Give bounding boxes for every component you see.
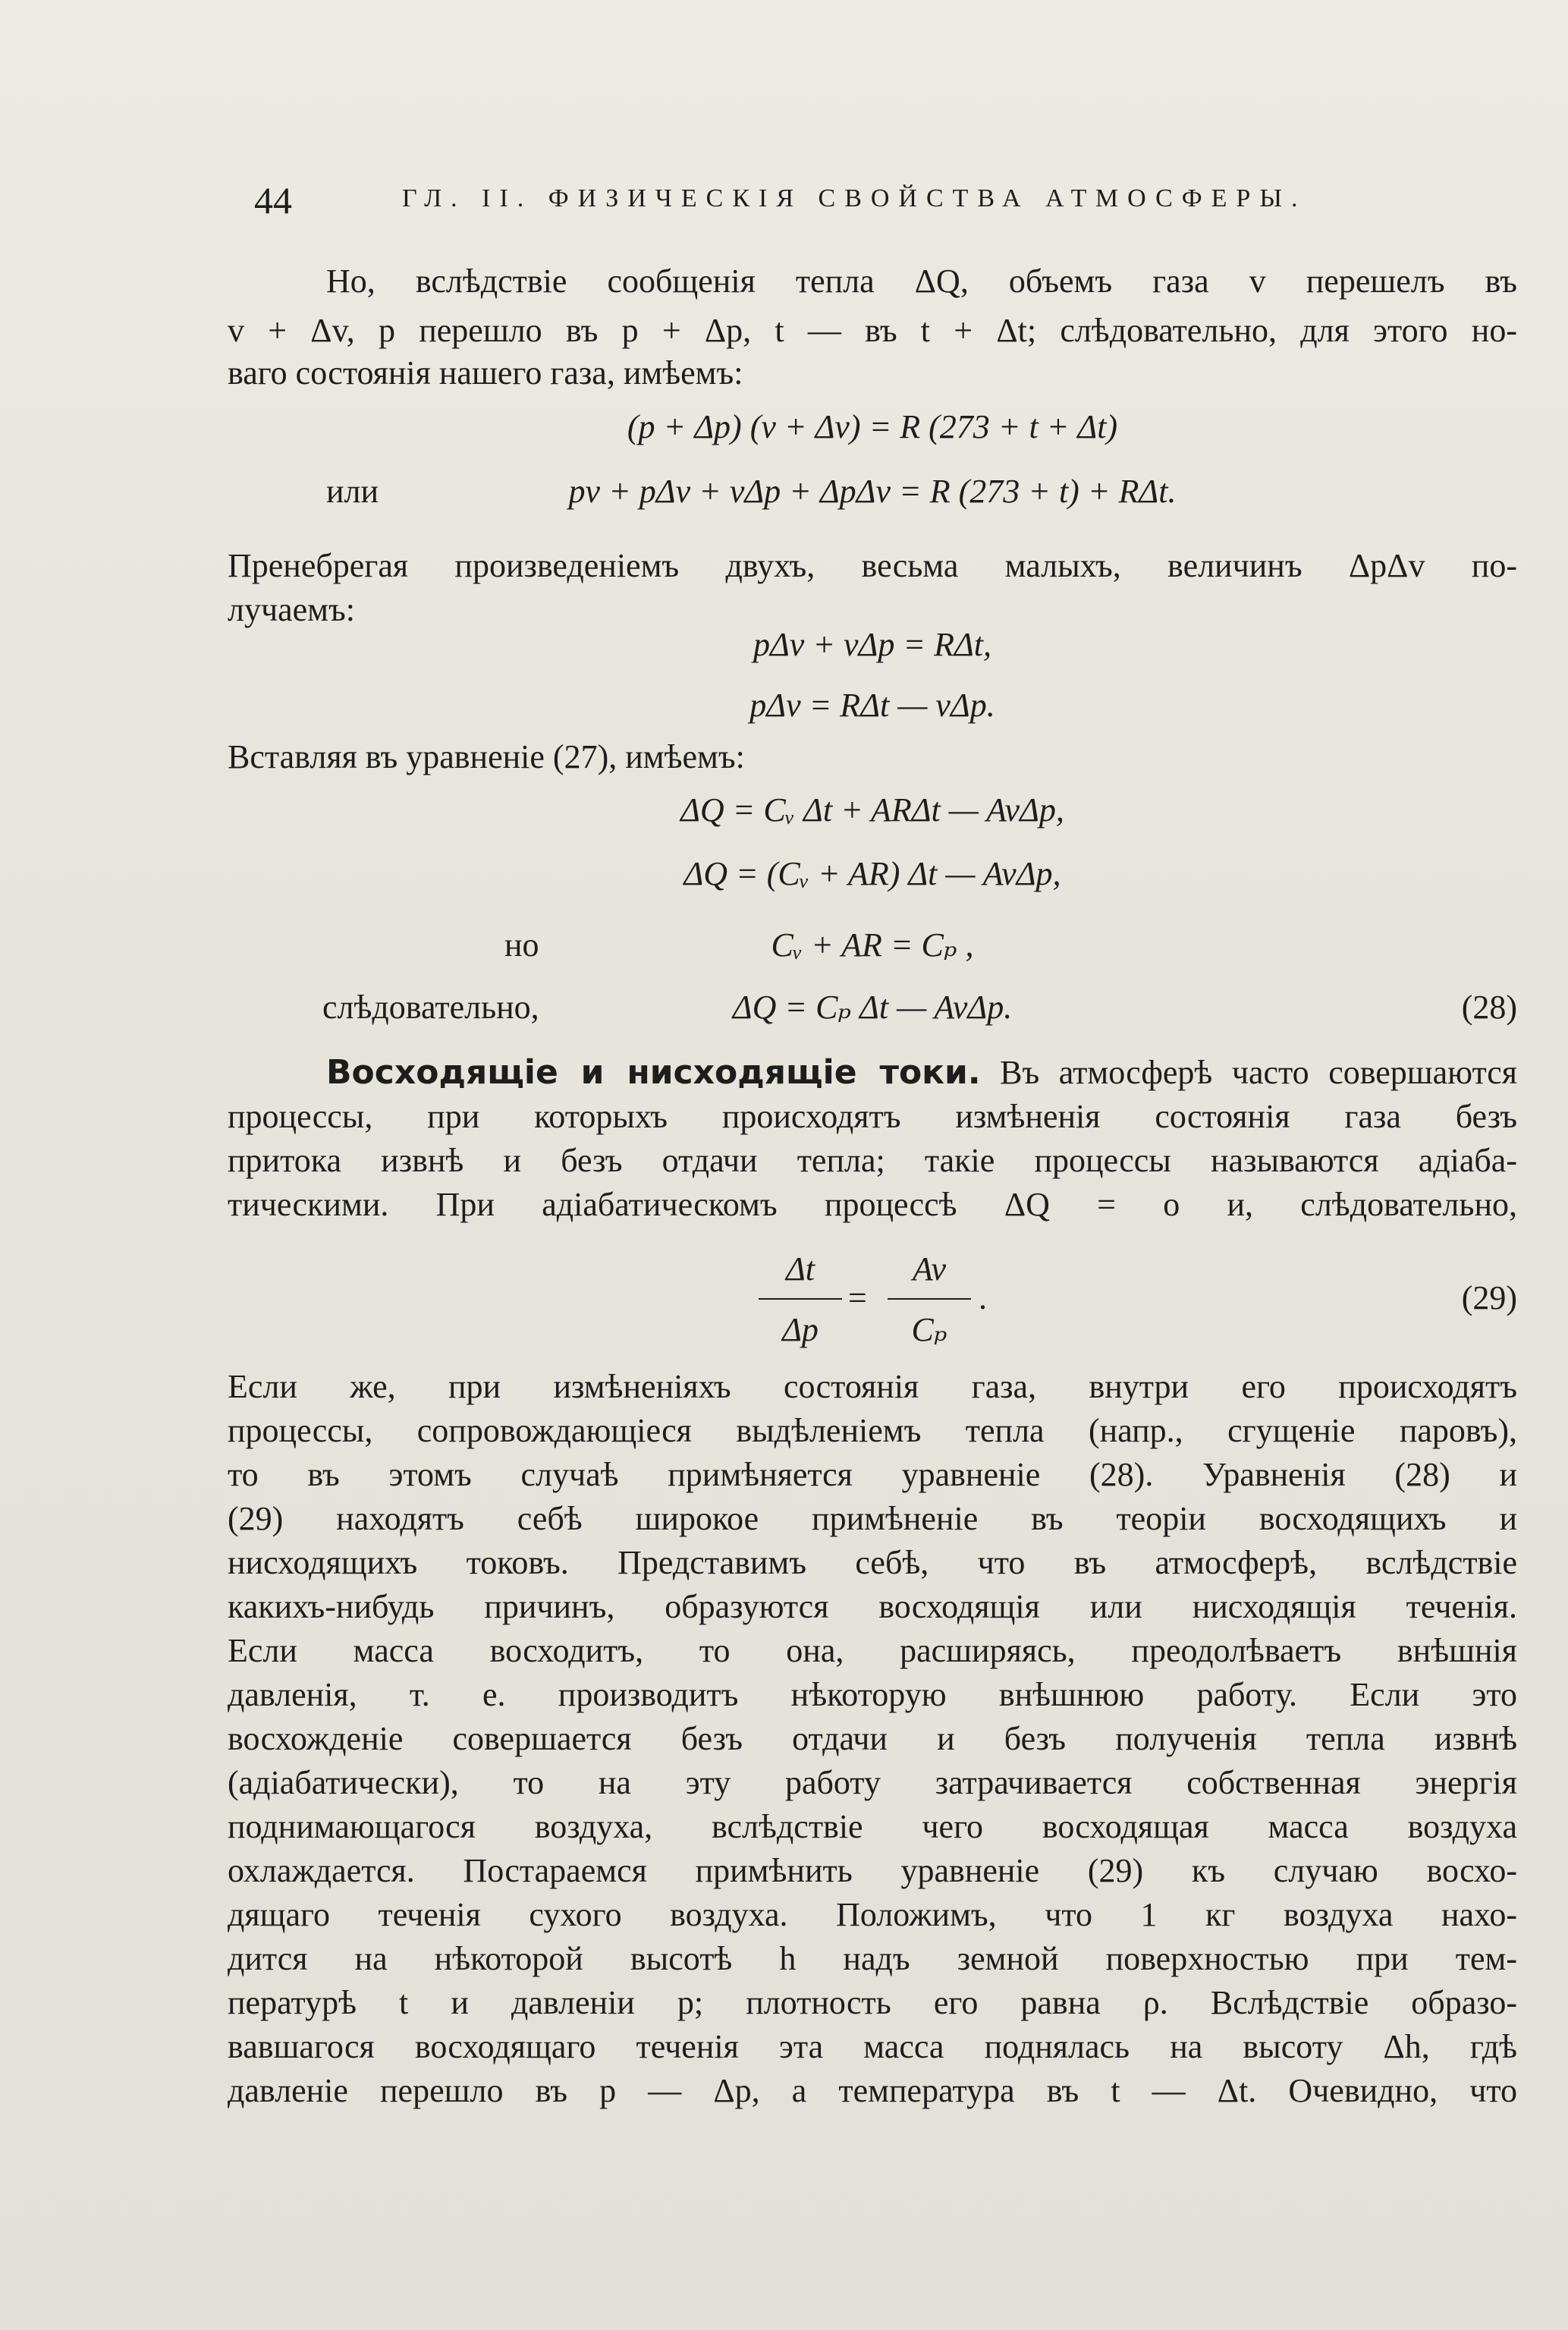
equation: (p + Δp) (v + Δv) = R (273 + t + Δt)	[627, 408, 1118, 445]
equation: ΔQ = Cᵥ Δt + ARΔt — AvΔp,	[680, 791, 1064, 829]
equation-number: (28)	[1461, 989, 1517, 1026]
equation: ΔQ = Cₚ Δt — AvΔp.	[732, 989, 1013, 1026]
section-title: Восходящіе и нисходящіе токи.	[326, 1053, 981, 1092]
text-line: Если масса восходитъ, то она, расширяясь, преодолѣваетъ внѣшнія	[228, 1632, 1517, 1669]
fraction-denominator: Δp	[782, 1311, 819, 1348]
text-line: поднимающагося воздуха, вслѣдствіе чего восходящая масса воздуха	[228, 1808, 1517, 1845]
text-line: процессы, сопровождающіеся выдѣленіемъ тепла (напр., сгущеніе паровъ),	[228, 1412, 1517, 1449]
text-line: (29) находятъ себѣ широкое примѣненіе въ теоріи восходящихъ и	[228, 1500, 1517, 1537]
text-line: охлаждается. Постараемся примѣнить уравненіе (29) къ случаю восхо-	[228, 1852, 1517, 1889]
text-line: притока извнѣ и безъ отдачи тепла; такіе процессы называются адіаба-	[228, 1142, 1517, 1179]
text-line: нисходящихъ токовъ. Представимъ себѣ, что въ атмосферѣ, вслѣдствіе	[228, 1544, 1517, 1581]
fraction-numerator: Δt	[785, 1250, 815, 1288]
equation-prefix: но	[504, 926, 539, 964]
text-line: Если же, при измѣненіяхъ состоянія газа, внутри его происходятъ	[228, 1368, 1517, 1405]
text-line: давленія, т. е. производитъ нѣкоторую внѣшнюю работу. Если это	[228, 1676, 1517, 1713]
text-line: дящаго теченія сухого воздуха. Положимъ, что 1 кг воздуха нахо-	[228, 1896, 1517, 1933]
equation: Cᵥ + AR = Cₚ ,	[771, 926, 974, 964]
page-header	[254, 178, 1544, 231]
equation: ΔQ = (Cᵥ + AR) Δt — AvΔp,	[683, 855, 1061, 892]
text-line	[228, 1052, 1517, 1094]
text-line: ваго состоянія нашего газа, имѣемъ:	[228, 354, 743, 391]
text-line: дится на нѣкоторой высотѣ h надъ земной поверхностью при тем-	[228, 1940, 1517, 1977]
text-line: процессы, при которыхъ происходятъ измѣненія состоянія газа безъ	[228, 1098, 1517, 1135]
equation: pΔv = RΔt — vΔp.	[749, 687, 995, 724]
text-line: лучаемъ:	[228, 591, 355, 628]
equation: pΔv + vΔp = RΔt,	[753, 626, 991, 663]
text-line: восхожденіе совершается безъ отдачи и безъ полученія тепла извнѣ	[228, 1720, 1517, 1757]
fraction-numerator: Av	[913, 1250, 946, 1288]
fraction-denominator: Cₚ	[911, 1311, 947, 1348]
fraction-bar	[888, 1298, 971, 1300]
equals-sign: =	[848, 1279, 867, 1316]
text-line: Пренебрегая произведеніемъ двухъ, весьма малыхъ, величинъ ΔpΔv по-	[228, 547, 1517, 584]
text-line: Вставляя въ уравненіе (27), имѣемъ:	[228, 738, 745, 775]
text-line: Но, вслѣдствіе сообщенія тепла ΔQ, объемъ газа v перешелъ въ	[326, 263, 1517, 300]
page-number: 44	[254, 179, 292, 222]
text-line: какихъ-нибудь причинъ, образуются восходящія или нисходящія теченія.	[228, 1588, 1517, 1625]
fraction-equation	[759, 1248, 986, 1385]
equation: pv + pΔv + vΔp + ΔpΔv = R (273 + t) + RΔt.	[568, 473, 1177, 510]
period: .	[979, 1279, 987, 1316]
equation-number: (29)	[1461, 1279, 1517, 1316]
text-line: вавшагося восходящаго теченія эта масса поднялась на высоту Δh, гдѣ	[228, 2028, 1517, 2065]
text-line: v + Δv, p перешло въ p + Δp, t — въ t + Δt; слѣдовательно, для этого но-	[228, 312, 1517, 349]
text-line: пературѣ t и давленіи p; плотность его равна ρ. Вслѣдствіе образо-	[228, 1984, 1517, 2021]
running-head: ГЛ. II. ФИЗИЧЕСКІЯ СВОЙСТВА АТМОСФЕРЫ.	[402, 184, 1307, 212]
text-line: (адіабатически), то на эту работу затрачивается собственная энергія	[228, 1764, 1517, 1801]
equation-prefix: или	[326, 473, 379, 510]
fraction-bar	[759, 1298, 842, 1300]
text-fragment: Въ атмосферѣ часто совершаются	[1000, 1054, 1517, 1091]
equation-29	[228, 1248, 1517, 1385]
text-line: давленіе перешло въ p — Δp, а температура въ t — Δt. Очевидно, что	[228, 2072, 1517, 2109]
equation-prefix: слѣдовательно,	[322, 989, 539, 1026]
text-line: то въ этомъ случаѣ примѣняется уравненіе (28). Уравненія (28) и	[228, 1456, 1517, 1493]
text-line: тическими. При адіабатическомъ процессѣ ΔQ = о и, слѣдовательно,	[228, 1186, 1517, 1223]
